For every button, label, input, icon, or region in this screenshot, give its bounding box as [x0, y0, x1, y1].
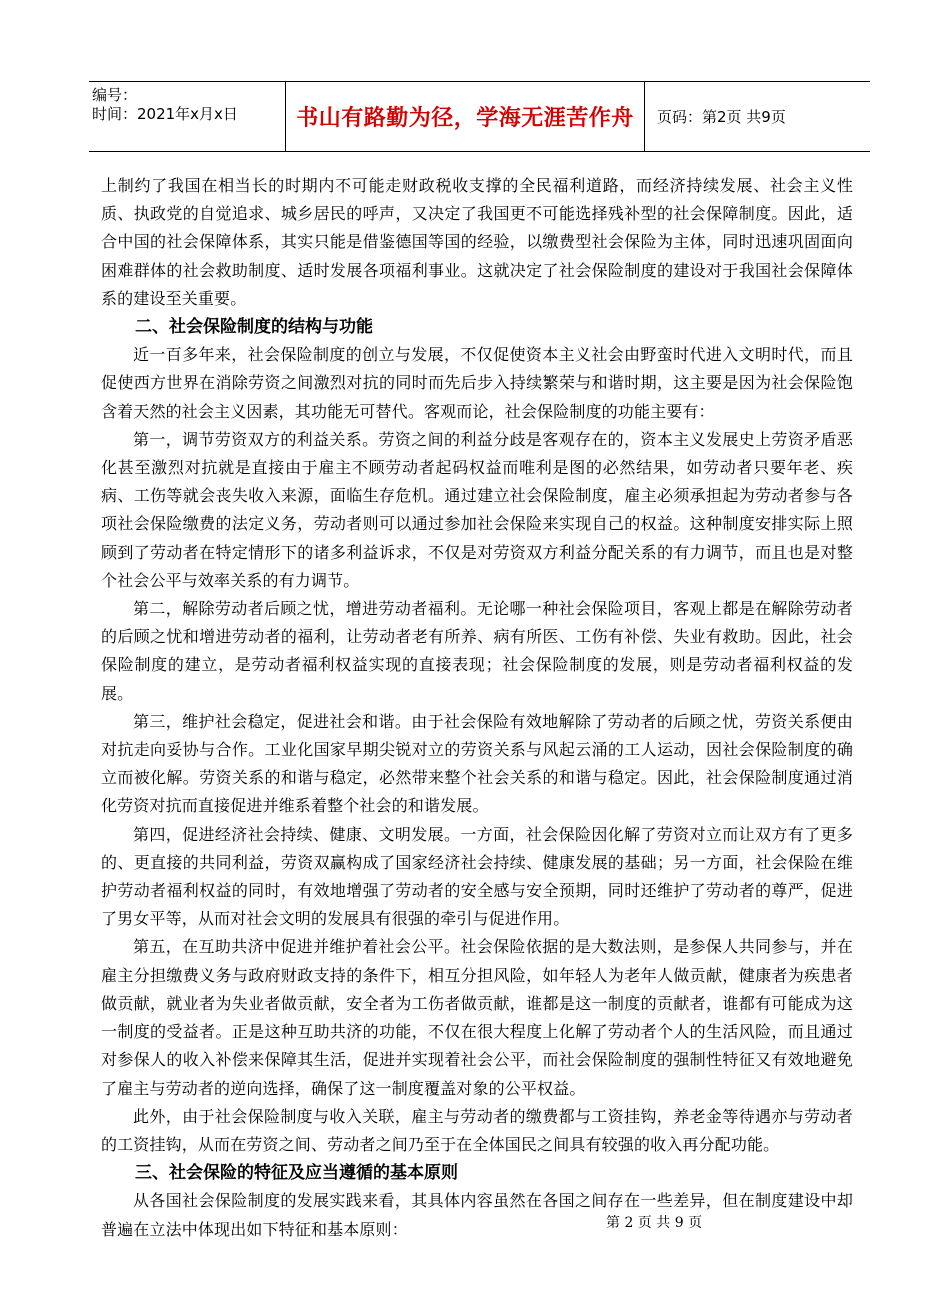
- header-number-label: 编号：: [92, 86, 138, 104]
- paragraph: 此外，由于社会保险制度与收入关联，雇主与劳动者的缴费都与工资挂钩，养老金等待遇亦与劳动者的工资挂钩，从而在劳资之间、劳动者之间乃至于在全体国民之间具有较强的收入再分配功能。: [101, 1106, 853, 1154]
- paragraph: 上制约了我国在相当长的时期内不可能走财政税收支撑的全民福利道路，而经济持续发展、社会主义性质、执政党的自觉追求、城乡居民的呼声，又决定了我国更不可能选择残补型的社会保障制度。因此，适合中国的社会保障体系，其实只能是借鉴德国等国的经验，以缴费型社会保险为主体，同时迅速巩固面向困难群体的社会救助制度、适时发展各项福利事业。这就决定了社会保险制度的建设对于我国社会保障体系的建设至关重要。: [101, 176, 853, 308]
- section-heading-3: 三、社会保险的特征及应当遵循的基本原则: [135, 1163, 458, 1184]
- page-footer: 第 2 页 共 9 页: [606, 1215, 703, 1231]
- header-time-label: 时间：2021年x月x日: [92, 105, 238, 123]
- document-header: [89, 81, 870, 152]
- paragraph: 近一百多年来，社会保险制度的创立与发展，不仅促使资本主义社会由野蛮时代进入文明时代，而且促使西方世界在消除劳资之间激烈对抗的同时而先后步入持续繁荣与和谐时期，这主要是因为社会保险饱含着天然的社会主义因素，其功能无可替代。客观而论，社会保险制度的功能主要有：: [101, 345, 853, 421]
- header-page-label: 页码：第2页 共9页: [657, 108, 786, 126]
- paragraph: 第三，维护社会稳定，促进社会和谐。由于社会保险有效地解除了劳动者的后顾之忧，劳资关系便由对抗走向妥协与合作。工业化国家早期尖锐对立的劳资关系与风起云涌的工人运动，因社会保险制度的确立而被化解。劳资关系的和谐与稳定，必然带来整个社会关系的和谐与稳定。因此，社会保险制度通过消化劳资对抗而直接促进并维系着整个社会的和谐发展。: [101, 711, 853, 816]
- paragraph: 第五，在互助共济中促进并维护着社会公平。社会保险依据的是大数法则，是参保人共同参与，并在雇主分担缴费义务与政府财政支持的条件下，相互分担风险，如年轻人为老年人做贡献，健康者为疾患者做贡献，就业者为失业者做贡献，安全者为工伤者做贡献，谁都是这一制度的贡献者，谁都有可能成为这一制度的受益者。正是这种互助共济的功能，不仅在很大程度上化解了劳动者个人的生活风险，而且通过对参保人的收入补偿来保障其生活，促进并实现着社会公平，而社会保险制度的强制性特征又有效地避免了雇主与劳动者的逆向选择，确保了这一制度覆盖对象的公平权益。: [101, 937, 853, 1098]
- section-heading-2: 二、社会保险制度的结构与功能: [135, 317, 373, 338]
- paragraph: 第一，调节劳资双方的利益关系。劳资之间的利益分歧是客观存在的，资本主义发展史上劳资矛盾恶化甚至激烈对抗就是直接由于雇主不顾劳动者起码权益而唯利是图的必然结果，如劳动者只要年老、疾病、工伤等就会丧失收入来源，面临生存危机。通过建立社会保险制度，雇主必须承担起为劳动者参与各项社会保险缴费的法定义务，劳动者则可以通过参加社会保险来实现自己的权益。这种制度安排实际上照顾到了劳动者在特定情形下的诸多利益诉求，不仅是对劳资双方利益分配关系的有力调节，而且也是对整个社会公平与效率关系的有力调节。: [101, 429, 853, 590]
- document-body: [101, 172, 853, 1244]
- paragraph: 从各国社会保险制度的发展实践来看，其具体内容虽然在各国之间存在一些差异，但在制度建设中却普遍在立法中体现出如下特征和基本原则：: [101, 1191, 853, 1239]
- header-motto: 书山有路勤为径，学海无涯苦作舟: [285, 82, 645, 151]
- header-meta: [89, 82, 285, 151]
- paragraph: 第二，解除劳动者后顾之忧，增进劳动者福利。无论哪一种社会保险项目，客观上都是在解除劳动者的后顾之忧和增进劳动者的福利，让劳动者老有所养、病有所医、工伤有补偿、失业有救助。因此，社会保险制度的建立，是劳动者福利权益实现的直接表现；社会保险制度的发展，则是劳动者福利权益的发展。: [101, 599, 853, 703]
- paragraph: 第四，促进经济社会持续、健康、文明发展。一方面，社会保险因化解了劳资对立而让双方有了更多的、更直接的共同利益，劳资双赢构成了国家经济社会持续、健康发展的基础；另一方面，社会保险在维护劳动者福利权益的同时，有效地增强了劳动者的安全感与安全预期，同时还维护了劳动者的尊严，促进了男女平等，从而对社会文明的发展具有很强的牵引与促进作用。: [101, 824, 853, 929]
